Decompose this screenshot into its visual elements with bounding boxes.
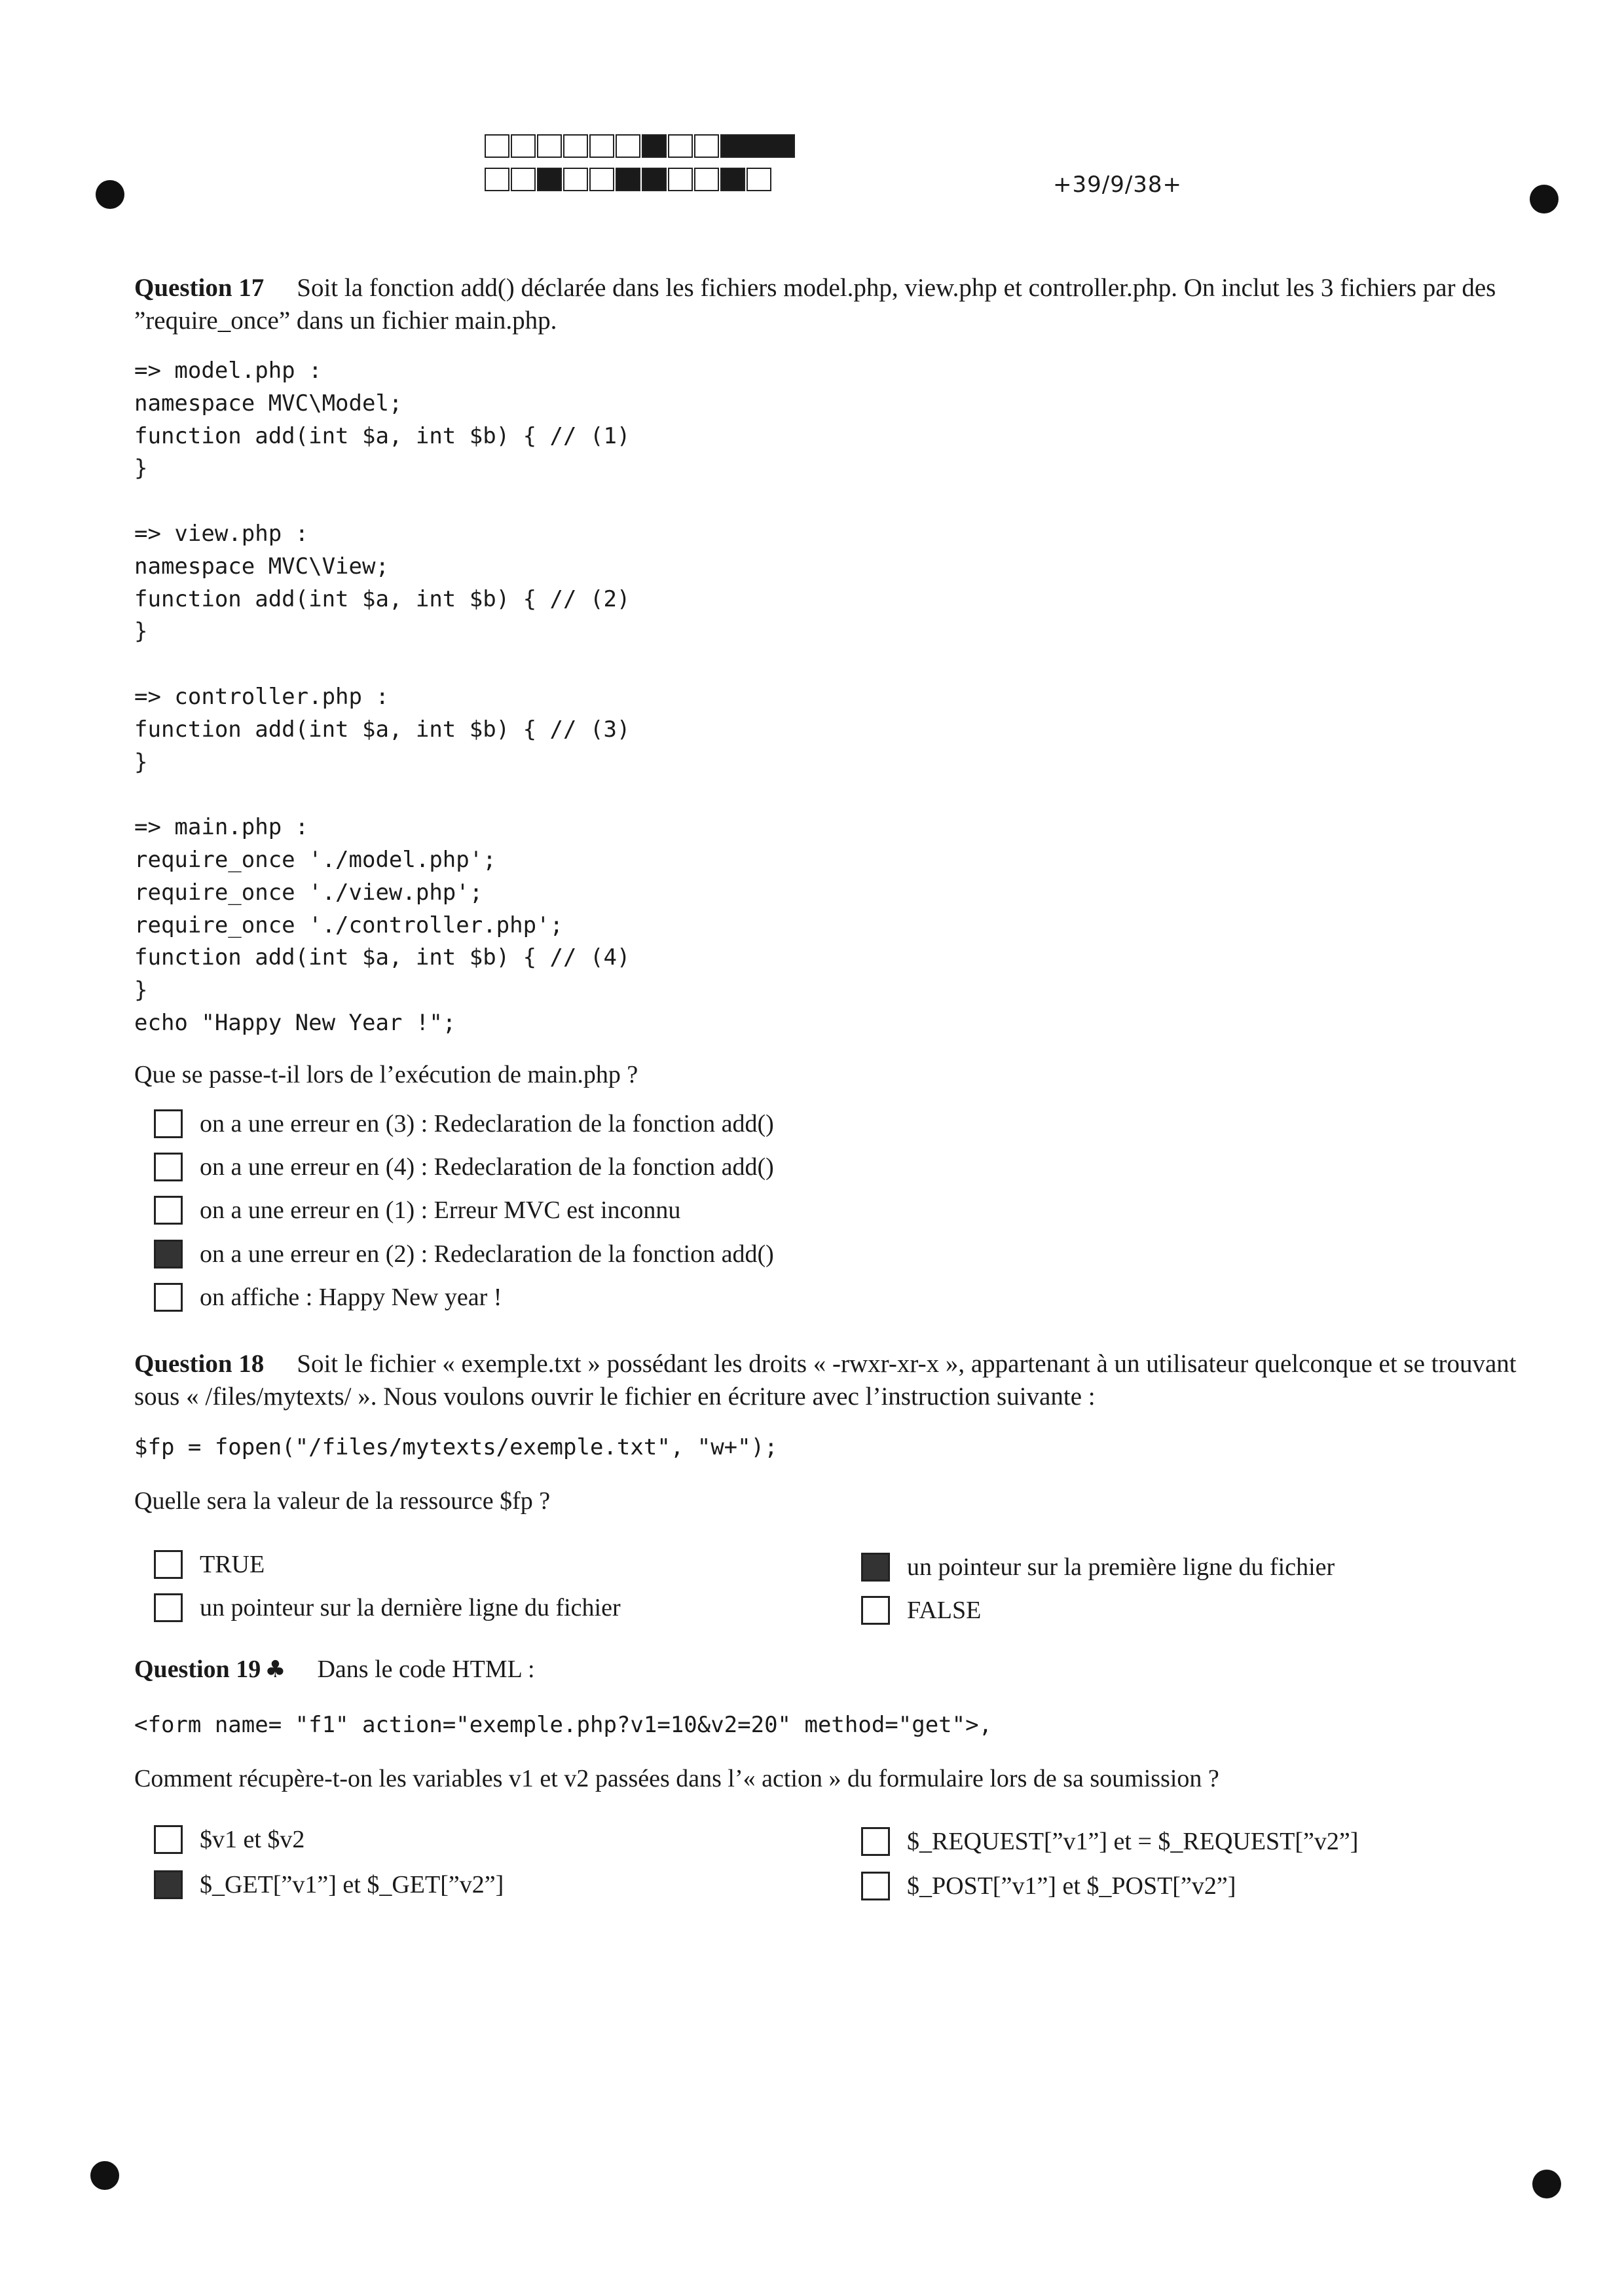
q17-option-5[interactable] [154,1282,502,1313]
barcode-cell [589,134,614,158]
q17-option-3-label: on a une erreur en (1) : Erreur MVC est inconnu [200,1196,681,1224]
question-18-statement [134,1348,1542,1413]
q19-checkbox-3[interactable] [861,1827,890,1856]
q18-option-3-label: un pointeur sur la première ligne du fichier [907,1553,1335,1581]
q18-option-3[interactable] [861,1551,1335,1583]
q19-checkbox-1[interactable] [154,1825,183,1854]
q19-option-2[interactable] [154,1869,504,1900]
club-symbol-icon: ♣ [265,1656,286,1683]
question-18-text: Soit le fichier « exemple.txt » possédant les droits « -rwxr-xr-x », appartenant à un utilisateur quelconque et se trouvant sous « /files/mytexts/ ». Nous voulons ouvrir le fichier en écriture avec l’instruction suivante : [134,1350,1517,1411]
question-17-label: Question 17 [134,274,265,302]
barcode-cell [485,134,509,158]
q18-option-4[interactable] [861,1595,981,1626]
barcode-cell [720,134,795,158]
q18-checkbox-4[interactable] [861,1596,890,1625]
q17-checkbox-3[interactable] [154,1196,183,1225]
question-18-code: $fp = fopen("/files/mytexts/exemple.txt", "w+"); [134,1434,778,1460]
question-19-code: <form name= "f1" action="exemple.php?v1=10&v2=20" method="get">, [134,1712,993,1738]
q19-option-1[interactable] [154,1824,304,1855]
q18-checkbox-2[interactable] [154,1593,183,1622]
question-18-label: Question 18 [134,1350,265,1378]
barcode-cell [642,168,667,191]
barcode-cell [485,168,509,191]
question-17-prompt: Que se passe-t-il lors de l’exécution de main.php ? [134,1061,638,1088]
barcode-cell [511,134,536,158]
question-19-statement [134,1654,535,1686]
question-17-text: Soit la fonction add() déclarée dans les fichiers model.php, view.php et controller.php. On inclut les 3 fichiers par des ”require_once” dans un fichier main.php. [134,274,1496,335]
barcode-cell [563,134,588,158]
barcode-cell [616,134,640,158]
barcode-cell [589,168,614,191]
q19-checkbox-4[interactable] [861,1872,890,1900]
barcode-cell [747,168,771,191]
q17-checkbox-5[interactable] [154,1283,183,1312]
q17-checkbox-4[interactable] [154,1240,183,1268]
q19-option-2-label: $_GET[”v1”] et $_GET[”v2”] [200,1871,504,1898]
question-18-prompt: Quelle sera la valeur de la ressource $fp ? [134,1487,551,1515]
q19-option-3[interactable] [861,1826,1358,1857]
q18-option-1-label: TRUE [200,1551,265,1578]
q18-checkbox-3[interactable] [861,1553,890,1582]
q17-option-4[interactable] [154,1238,774,1270]
q19-option-3-label: $_REQUEST[”v1”] et = $_REQUEST[”v2”] [907,1828,1359,1855]
q19-option-1-label: $v1 et $v2 [200,1826,305,1853]
question-17-code: => model.php : namespace MVC\Model; function add(int $a, int $b) { // (1) } => view.php : namespace MVC\View; function add(int $a, int $b) { // (2) } => controller.php : function add(int $a, int $b) { // (3) } => main.php : require_once './model.php'; require_once './view.php'; require_once './controller.php'; function add(int $a, int $b) { // (4) } echo "Happy New Year !"; [134,358,631,1036]
barcode-cell [668,168,693,191]
page-identifier: +39/9/38+ [1053,172,1183,198]
q19-checkbox-2[interactable] [154,1870,183,1899]
q19-option-4-label: $_POST[”v1”] et $_POST[”v2”] [907,1872,1236,1900]
barcode-cell [694,134,719,158]
q17-option-3[interactable] [154,1194,680,1226]
barcode-cell [642,134,667,158]
question-19-text: Dans le code HTML : [317,1656,535,1683]
barcode-cell [668,134,693,158]
registration-mark-top-right [1530,185,1559,213]
question-19-label: Question 19 [134,1656,261,1683]
barcode-cell [563,168,588,191]
barcode-cell [694,168,719,191]
q17-option-4-label: on a une erreur en (2) : Redeclaration de la fonction add() [200,1240,774,1268]
barcode-top [485,134,796,159]
q18-checkbox-1[interactable] [154,1550,183,1579]
barcode-cell [537,134,562,158]
barcode-cell [537,168,562,191]
q18-option-2-label: un pointeur sur la dernière ligne du fichier [200,1594,621,1621]
registration-mark-bottom-right [1532,2170,1561,2198]
q17-option-5-label: on affiche : Happy New year ! [200,1284,502,1311]
q17-checkbox-1[interactable] [154,1109,183,1138]
barcode-cell [720,168,745,191]
q17-option-1[interactable] [154,1108,774,1139]
q18-option-4-label: FALSE [907,1597,982,1624]
q17-option-2-label: on a une erreur en (4) : Redeclaration de la fonction add() [200,1153,774,1181]
q17-option-1-label: on a une erreur en (3) : Redeclaration de la fonction add() [200,1110,774,1138]
q17-option-2[interactable] [154,1151,774,1183]
q17-checkbox-2[interactable] [154,1153,183,1181]
q18-option-2[interactable] [154,1592,621,1623]
barcode-cell [616,168,640,191]
question-19-prompt: Comment récupère-t-on les variables v1 et v2 passées dans l’« action » du formulaire lors de sa soumission ? [134,1765,1219,1792]
question-17-statement [134,272,1542,337]
barcode-cell [511,168,536,191]
q18-option-1[interactable] [154,1549,265,1580]
registration-mark-top-left [96,180,124,209]
q19-option-4[interactable] [861,1870,1236,1902]
registration-mark-bottom-left [90,2161,119,2190]
barcode-bottom [485,168,773,193]
